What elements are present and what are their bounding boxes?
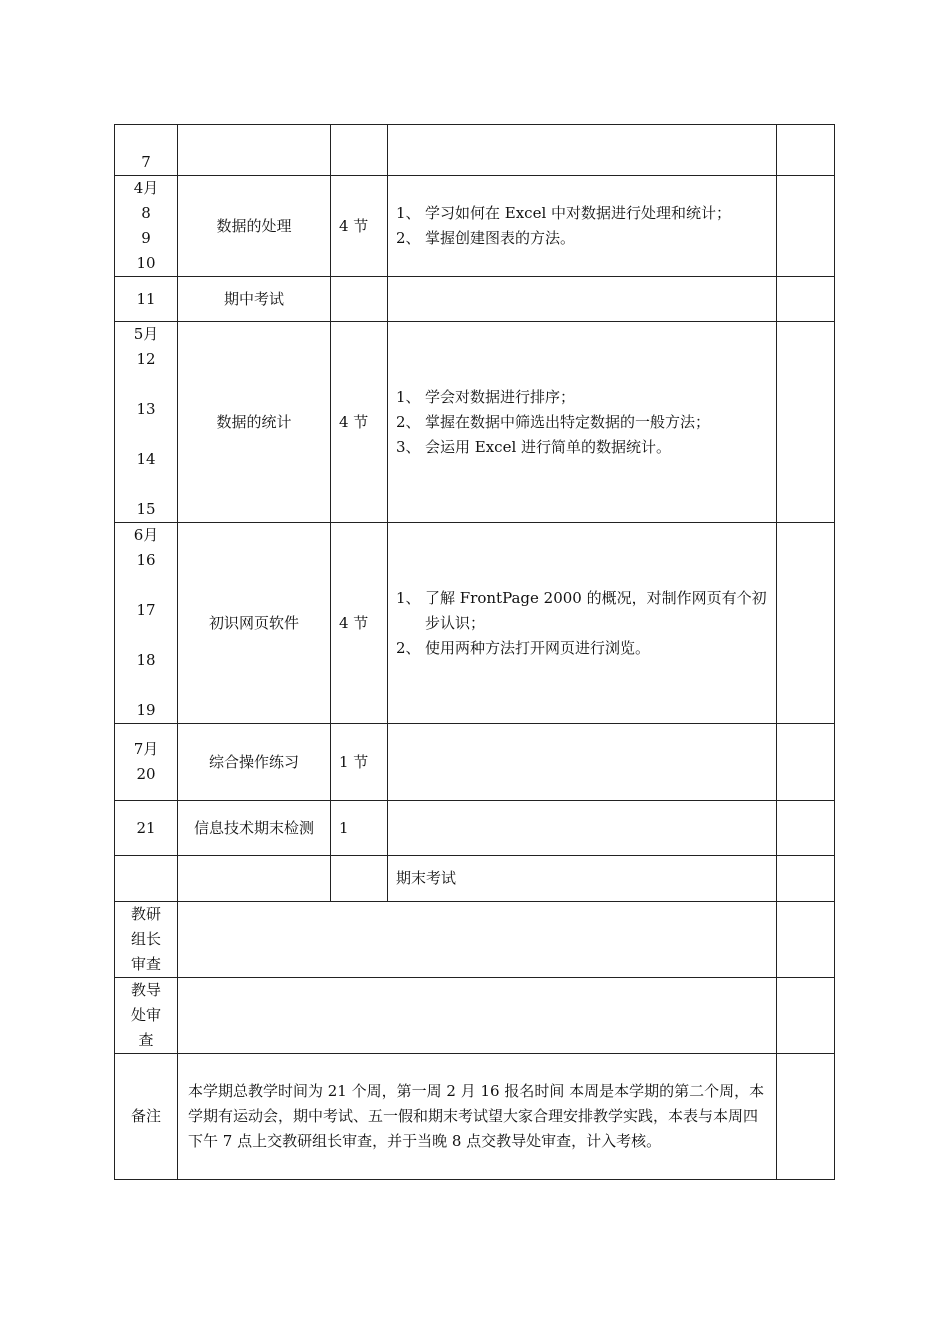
topic-cell: 期中考试 [178, 277, 331, 322]
goal-number: 2、 [396, 412, 421, 431]
table-row [115, 523, 835, 724]
goal-text: 会运用 Excel 进行简单的数据统计。 [425, 437, 672, 456]
hours-cell: 1 节 [331, 724, 388, 801]
extra-cell [777, 322, 835, 523]
extra-cell [777, 978, 835, 1054]
goal-item [396, 586, 770, 636]
goal-text: 使用两种方法打开网页进行浏览。 [425, 638, 651, 657]
label-line: 组长 [130, 930, 161, 948]
remarks-row [115, 1054, 835, 1180]
goal-text: 了解 FrontPage 2000 的概况，对制作网页有个初步认识； [425, 588, 767, 632]
month-label: 6月 [133, 526, 159, 544]
extra-cell [777, 856, 835, 902]
week-cell [115, 322, 178, 523]
goals-cell [388, 125, 777, 176]
week-cell [115, 176, 178, 277]
week-cell [115, 523, 178, 724]
goal-item [396, 226, 770, 251]
week-cell [115, 856, 178, 902]
week-cell [115, 724, 178, 801]
week-number: 13 [136, 400, 156, 418]
review-group-content [178, 902, 777, 978]
table-row [115, 724, 835, 801]
remarks-text: 本学期总教学时间为 21 个周，第一周 2 月 16 报名时间 本周是本学期的第二个周，本学期有运动会，期中考试、五一假和期末考试望大家合理安排教学实践，本表与本周四下午 7 点上交教研组长审查，并于当晚 8 点交教导处审查，计入考核。 [178, 1054, 777, 1180]
topic-cell: 信息技术期末检测 [178, 801, 331, 856]
teaching-plan-table [114, 124, 835, 1180]
week-number: 20 [136, 765, 156, 783]
month-label: 5月 [133, 325, 159, 343]
week-number: 19 [136, 701, 156, 719]
week-number: 18 [136, 651, 156, 669]
week-number: 12 [136, 350, 156, 368]
review-office-content [178, 978, 777, 1054]
month-label: 7月 [133, 740, 159, 758]
week-number: 9 [141, 229, 151, 247]
month-label: 4月 [133, 179, 159, 197]
extra-cell [777, 902, 835, 978]
goal-text: 学会对数据进行排序； [425, 387, 576, 406]
week-number: 10 [136, 254, 156, 272]
week-cell [115, 125, 178, 176]
week-cell [115, 801, 178, 856]
table-row [115, 125, 835, 176]
goal-text: 学习如何在 Excel 中对数据进行处理和统计； [425, 204, 732, 222]
goal-number: 1、 [396, 387, 421, 406]
topic-cell [178, 125, 331, 176]
hours-cell: 4 节 [331, 523, 388, 724]
review-group-row [115, 902, 835, 978]
week-number: 17 [136, 601, 156, 619]
week-number: 15 [136, 500, 156, 518]
topic-cell: 数据的处理 [178, 176, 331, 277]
topic-cell: 数据的统计 [178, 322, 331, 523]
extra-cell [777, 277, 835, 322]
table-row [115, 176, 835, 277]
review-office-label [115, 978, 178, 1054]
review-group-label [115, 902, 178, 978]
goal-number: 2、 [396, 638, 421, 657]
goal-item [396, 201, 770, 226]
label-line: 审查 [130, 955, 161, 973]
hours-cell [331, 125, 388, 176]
hours-cell [331, 856, 388, 902]
extra-cell [777, 125, 835, 176]
goal-item [396, 385, 770, 410]
goal-text: 掌握在数据中筛选出特定数据的一般方法； [425, 412, 711, 431]
goals-cell [388, 176, 777, 277]
label-line: 查 [138, 1031, 154, 1049]
week-number: 16 [136, 551, 156, 569]
label-line: 教导 [130, 981, 161, 999]
label-line: 教研 [130, 905, 161, 923]
goal-number: 1、 [396, 588, 421, 607]
goal-number: 3、 [396, 437, 421, 456]
table-row [115, 856, 835, 902]
goal-text: 掌握创建图表的方法。 [425, 229, 576, 247]
hours-cell: 1 [331, 801, 388, 856]
label-line: 处审 [130, 1006, 161, 1024]
goals-cell [388, 724, 777, 801]
hours-cell [331, 277, 388, 322]
goals-cell [388, 523, 777, 724]
topic-cell: 综合操作练习 [178, 724, 331, 801]
topic-cell [178, 856, 331, 902]
goal-item [396, 636, 770, 661]
goals-cell [388, 277, 777, 322]
goals-cell [388, 322, 777, 523]
goal-item [396, 435, 770, 460]
goals-cell [388, 801, 777, 856]
table-row [115, 801, 835, 856]
week-number: 21 [136, 818, 156, 837]
extra-cell [777, 176, 835, 277]
topic-cell: 初识网页软件 [178, 523, 331, 724]
extra-cell [777, 724, 835, 801]
goal-number: 1、 [396, 204, 421, 222]
week-number: 11 [136, 289, 156, 308]
week-number: 8 [141, 204, 151, 222]
hours-cell: 4 节 [331, 176, 388, 277]
goal-number: 2、 [396, 229, 421, 247]
hours-cell: 4 节 [331, 322, 388, 523]
extra-cell [777, 523, 835, 724]
week-cell [115, 277, 178, 322]
remarks-label: 备注 [115, 1054, 178, 1180]
final-exam-cell: 期末考试 [388, 856, 777, 902]
extra-cell [777, 801, 835, 856]
week-number: 14 [136, 450, 156, 468]
goal-item [396, 410, 770, 435]
table-row [115, 277, 835, 322]
extra-cell [777, 1054, 835, 1180]
table-row [115, 322, 835, 523]
week-number: 7 [141, 153, 151, 171]
review-office-row [115, 978, 835, 1054]
